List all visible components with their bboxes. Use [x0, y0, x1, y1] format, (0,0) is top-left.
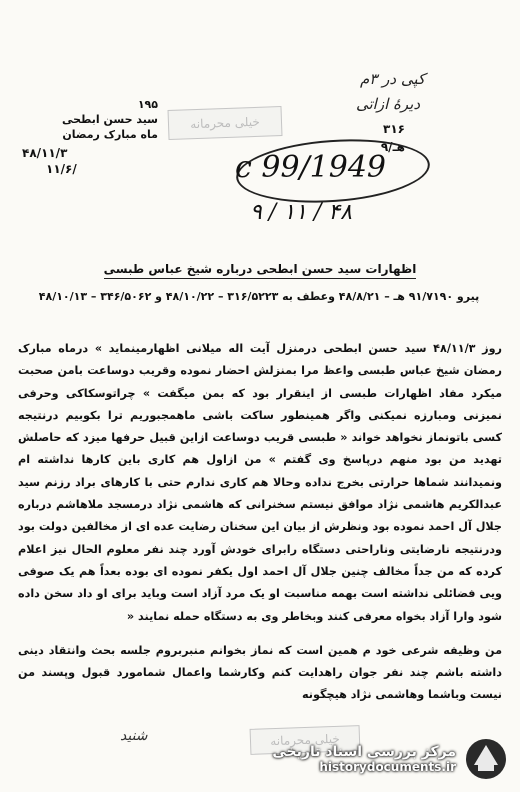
- watermark-site: historydocuments.ir: [319, 760, 456, 774]
- document-body: [18, 338, 502, 707]
- header-occasion: ماه مبارک رمضان: [62, 128, 158, 141]
- report-date-secondary: ۱۱/۶/: [46, 162, 77, 176]
- watermark-text: [272, 744, 456, 774]
- reference-line: پیرو ۹۱/۷۱۹۰ هـ – ۴۸/۸/۲۱ وعطف به ۳۱۶/۵۲۲۳ – ۴۸/۱۰/۲۲ و ۳۴۶/۵۰۶۲ – ۴۸/۱۰/۱۳: [38, 290, 480, 303]
- file-number-suffix: c: [235, 150, 252, 185]
- body-paragraph: روز ۴۸/۱۱/۳ سید حسن ابطحی درمنزل آیت اله میلانی اظهارمینماید » درماه مبارک رمضان شیخ عباس طبسی واعظ مرا بمنزلش احضار نموده وقریب دوساعت بامن صحبت میکرد مفاد اظهارات طبسی از اینقرار بود که بمن میگفت » چراتوسکاکی وحرفی نمیزنی ومبارزه نمیکنی واگر همینطور ساکت باشی ماهمجبوریم ترا بکوبیم درنتیجه کسی باتونماز نخواهد خواند « طبسی قریب دوساعت ازاین قبیل حرفها میزد که حاصلش تهدید من بود منهم درپاسخ وی گفتم » من ازاول هم کاری باین کارها نداشته ام ونمیدانند شماها حرارتی بخرج نداده وحالا هم کاری ندارم حتی با کارهای براد رزنم سید عبدالکریم هاشمی نژاد موافق نیستم سخنرانی که هاشمی نژاد درمسجد ملاهاشم درباره جلال آل احمد نموده بود ونظرش از بیان این سخنان رضایت عده ای از مخالفین دولت بود ودرنتیجه نارضایتی وناراحتی دستگاه رابرای خودش آورد چند نفر معلوم الحال نیز اعلام کرده که من جداً مخالف چنین جلال آل احمد اول یکفر نموده ای بوده بعداً هم یک صوفی ویی فضائلی نداشته است بهمه مناسبت او یک مرد آزاد است وباید برای او داد سخن داده شود وارا آزاد بخواه معرفی کنند وبخاطر وی به دستگاه حمله نمایند «: [18, 342, 502, 623]
- file-number-value: 99/1949: [261, 150, 386, 185]
- file-number: [235, 150, 386, 185]
- document-title: [0, 262, 520, 276]
- classification-section: ۹/هـ: [380, 140, 405, 154]
- body-paragraph: من وظیفه شرعی خود م همین است که نماز بخوانم منبربروم جلسه بحث وانتقاد دینی داشته باشم چند نفر جوان راهدایت کنم وکارشما واعمال شمامورد قبول وپسند من نیست وباشما وهاشمی نژاد هیچگونه: [18, 643, 502, 702]
- handwritten-date: ۹ / ۱۱ / ۴۸: [250, 200, 352, 225]
- handwritten-signature: شنید: [120, 728, 148, 744]
- report-date: ۴۸/۱۱/۳: [22, 146, 68, 160]
- watermark-name: مرکز بررسی اسناد تاریخی: [272, 744, 456, 760]
- watermark: [228, 736, 508, 782]
- classification-stamp-bottom: خیلی محرمانه: [250, 725, 361, 755]
- document-title-text: اظهارات سید حسن ابطحی درباره شیخ عباس طبسی: [104, 262, 417, 279]
- classification-code: ۳۱۶: [383, 122, 405, 136]
- handwritten-note-line1: کپی در ۳م: [360, 70, 425, 88]
- header-number: ۱۹۵: [137, 98, 158, 111]
- header-subject: سید حسن ابطحی: [61, 113, 158, 126]
- classification-stamp: خیلی محرمانه: [168, 106, 283, 140]
- handwritten-note-line2: دیرۀ ازاتی: [355, 95, 420, 113]
- archive-logo-icon: [464, 737, 508, 781]
